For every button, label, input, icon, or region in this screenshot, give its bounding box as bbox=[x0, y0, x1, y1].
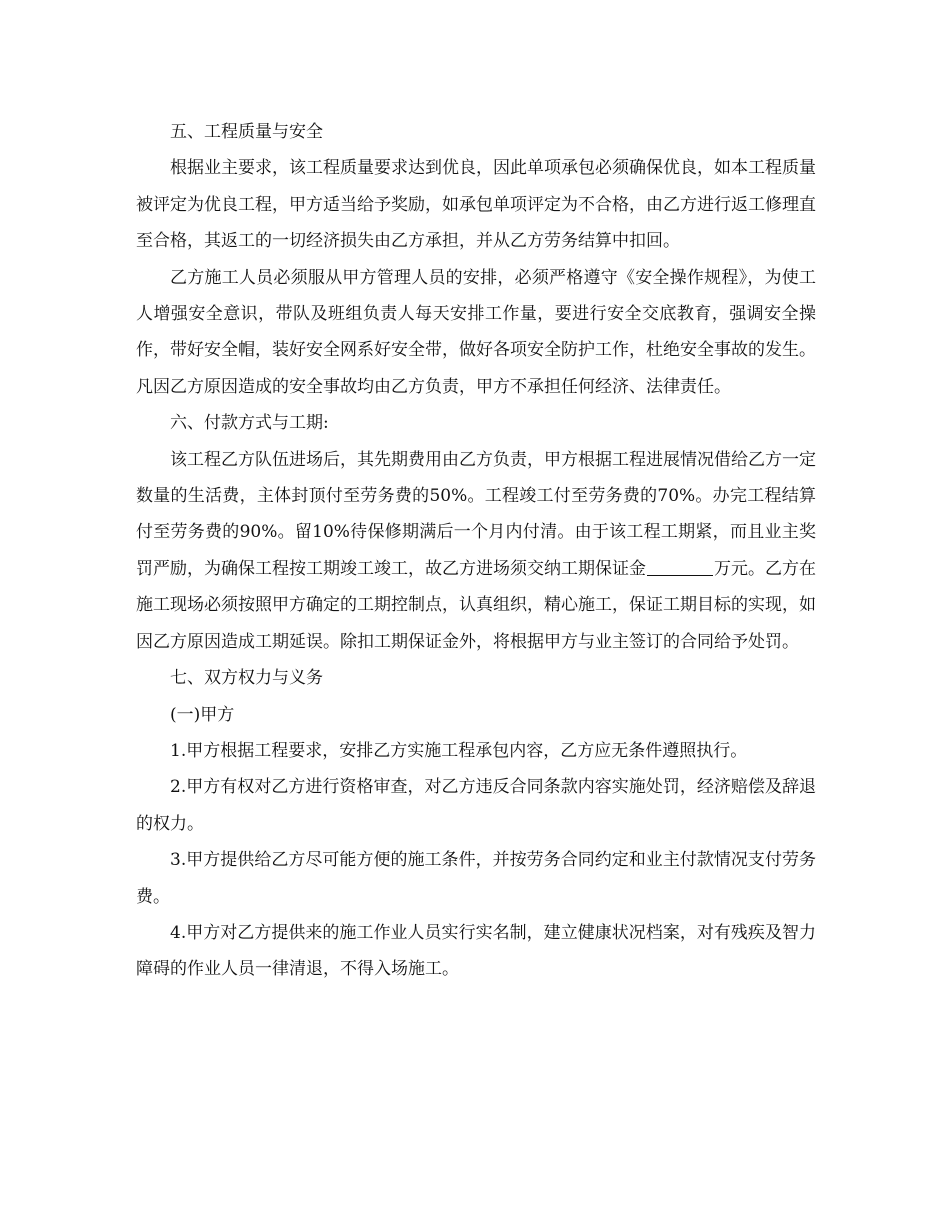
list-item-4: 4.甲方对乙方提供来的施工作业人员实行实名制，建立健康状况档案，对有残疾及智力障碍的作业人员一律清退，不得入场施工。 bbox=[136, 922, 816, 980]
deposit-amount-blank bbox=[647, 557, 713, 576]
section-heading-7: 七、双方权力与义务 bbox=[170, 668, 323, 689]
section-heading-6: 六、付款方式与工期: bbox=[170, 413, 329, 434]
list-item-3: 3.甲方提供给乙方尽可能方便的施工条件，并按劳务合同约定和业主付款情况支付劳务费。 bbox=[136, 850, 816, 907]
list-item-2: 2.甲方有权对乙方进行资格审查，对乙方违反合同条款内容实施处罚，经济赔偿及辞退的权力。 bbox=[136, 777, 816, 834]
paragraph-payment-part-b: 万元。乙方在施工现场必须按照甲方确定的工期控制点，认真组织，精心施工，保证工期目标的实现，如因乙方原因造成工期延误。除扣工期保证金外，将根据甲方与业主签订的合同给予处罚。 bbox=[136, 558, 816, 652]
paragraph-quality: 根据业主要求，该工程质量要求达到优良，因此单项承包必须确保优良，如本工程质量被评定为优良工程，甲方适当给予奖励，如承包单项评定为不合格，由乙方进行返工修理直至合格，其返工的一切经济损失由乙方承担，并从乙方劳务结算中扣回。 bbox=[136, 158, 816, 252]
section-heading-5: 五、工程质量与安全 bbox=[170, 122, 323, 142]
list-item-1: 1.甲方根据工程要求，安排乙方实施工程承包内容，乙方应无条件遵照执行。 bbox=[170, 740, 748, 761]
document-body bbox=[136, 114, 816, 988]
paragraph-payment bbox=[136, 442, 816, 660]
paragraph-safety: 乙方施工人员必须服从甲方管理人员的安排，必须严格遵守《安全操作规程》，为使工人增强安全意识，带队及班组负责人每天安排工作量，要进行安全交底教育，强调安全操作，带好安全帽，装好安全网系好安全带，做好各项安全防护工作，杜绝安全事故的发生。凡因乙方原因造成的安全事故均由乙方负责，甲方不承担任何经济、法律责任。 bbox=[136, 267, 816, 397]
paragraph-payment-part-a: 该工程乙方队伍进场后，其先期费用由乙方负责，甲方根据工程进展情况借给乙方一定数量的生活费，主体封顶付至劳务费的50%。工程竣工付至劳务费的70%。办完工程结算付至劳务费的90%。留10%待保修期满后一个月内付清。由于该工程工期紧，而且业主奖罚严励，为确保工程按工期竣工竣工，故乙方进场须交纳工期保证金 bbox=[136, 449, 816, 579]
subsection-party-a: (一)甲方 bbox=[170, 704, 235, 725]
